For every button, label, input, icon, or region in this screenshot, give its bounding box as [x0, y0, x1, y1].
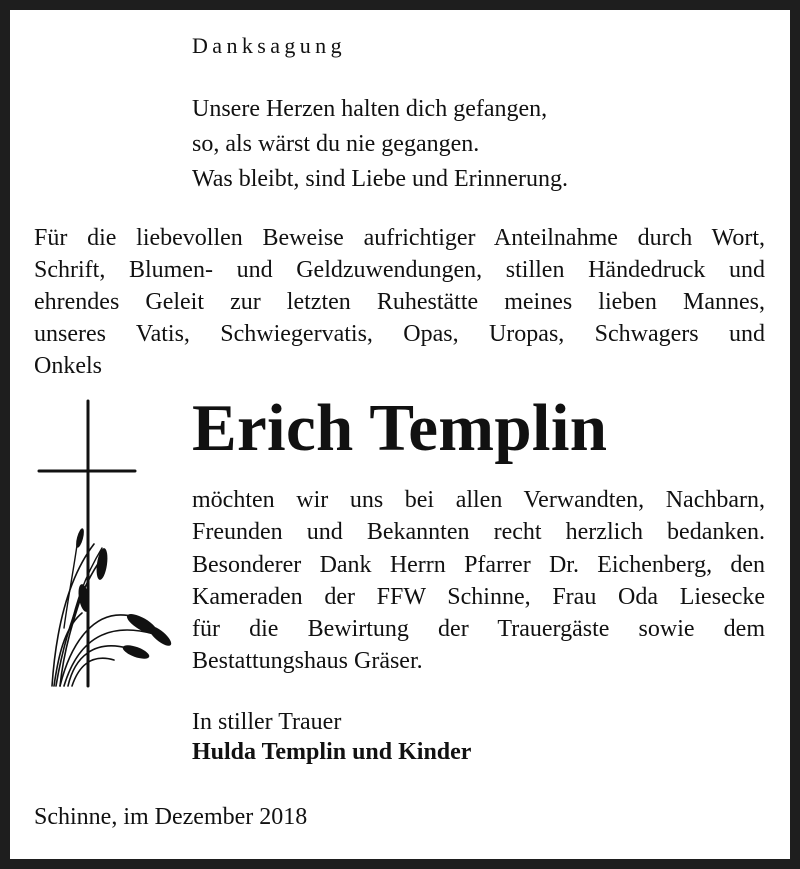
intro-line: Schrift, Blumen- und Geldzuwendungen, stillen Händedruck und [34, 257, 765, 283]
verse-line: Was bleibt, sind Liebe und Erinnerung. [192, 166, 568, 192]
mourning-label: In stiller Trauer [192, 709, 342, 735]
thanks-paragraph [192, 484, 765, 678]
thanks-line: möchten wir uns bei allen Verwandten, Nachbarn, [192, 487, 765, 513]
notice-heading: Danksagung [192, 33, 346, 58]
deceased-name: Erich Templin [192, 391, 608, 465]
verse-line: Unsere Herzen halten dich gefangen, [192, 96, 548, 122]
place-date: Schinne, im Dezember 2018 [34, 804, 308, 830]
intro-line: Für die liebevollen Beweise aufrichtiger Anteilnahme durch Wort, [34, 225, 765, 251]
verse-line: so, als wärst du nie gegangen. [192, 131, 480, 157]
verse [192, 92, 568, 197]
intro-line: Onkels [34, 353, 102, 379]
intro-paragraph [34, 222, 765, 382]
intro-line: ehrendes Geleit zur letzten Ruhestätte meines lieben Mannes, [34, 289, 765, 315]
thanks-line: Bestattungshaus Gräser. [192, 648, 423, 675]
cross-with-grain-icon [34, 398, 174, 690]
mourners-signature: Hulda Templin und Kinder [192, 739, 472, 765]
intro-line: unseres Vatis, Schwiegervatis, Opas, Uropas, Schwagers und [34, 321, 765, 347]
thanks-line: Kameraden der FFW Schinne, Frau Oda Liesecke [192, 583, 765, 610]
thanks-line: Freunden und Bekannten recht herzlich bedanken. [192, 519, 765, 546]
thanks-line: für die Bewirtung der Trauergäste sowie dem [192, 616, 765, 643]
thanks-line: Besonderer Dank Herrn Pfarrer Dr. Eichenberg, den [192, 551, 765, 578]
